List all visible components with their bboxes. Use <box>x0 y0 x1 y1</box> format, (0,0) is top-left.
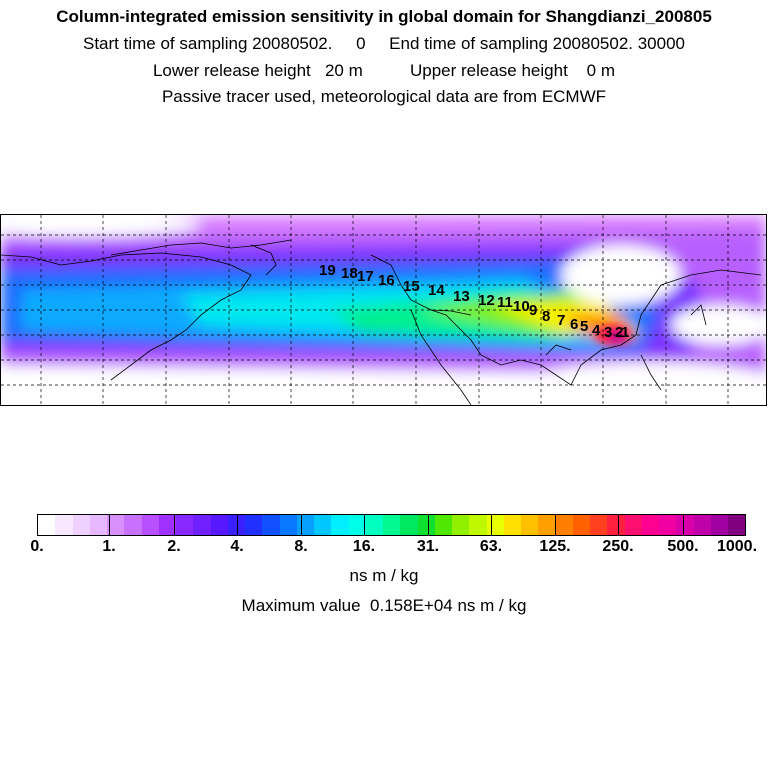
colorbar-cell <box>556 515 573 535</box>
colorbar-cell <box>73 515 90 535</box>
trajectory-label: 5 <box>580 318 589 335</box>
trajectory-label: 19 <box>319 262 336 279</box>
colorbar-tick-label: 125. <box>539 538 571 555</box>
colorbar-separator <box>491 514 492 536</box>
trajectory-label: 17 <box>357 268 374 285</box>
colorbar-tick-label: 4. <box>230 538 244 555</box>
colorbar-cell <box>55 515 72 535</box>
colorbar-tick-label: 16. <box>352 538 376 555</box>
colorbar-cell <box>366 515 383 535</box>
trajectory-label: 12 <box>478 292 495 309</box>
colorbar-tick-label: 2. <box>167 538 181 555</box>
colorbar-cell <box>176 515 193 535</box>
colorbar-cell <box>211 515 228 535</box>
colorbar-cell <box>452 515 469 535</box>
colorbar-separator <box>428 514 429 536</box>
colorbar-cell <box>193 515 210 535</box>
trajectory-label: 16 <box>378 272 395 289</box>
trajectory-label: 18 <box>341 265 358 282</box>
colorbar-separator <box>237 514 238 536</box>
colorbar-cell <box>487 515 504 535</box>
colorbar-cell <box>504 515 521 535</box>
colorbar-cell <box>418 515 435 535</box>
trajectory-label: 8 <box>542 308 551 325</box>
colorbar-separator <box>555 514 556 536</box>
colorbar-cell <box>124 515 141 535</box>
colorbar-tick-label: 0. <box>30 538 44 555</box>
colorbar <box>37 514 746 536</box>
colorbar-tick-label: 8. <box>294 538 308 555</box>
trajectory-label: 13 <box>453 288 470 305</box>
trajectory-label: 4 <box>592 322 601 339</box>
colorbar-cell <box>314 515 331 535</box>
colorbar-tick-label: 63. <box>479 538 503 555</box>
colorbar-separator <box>301 514 302 536</box>
colorbar-cell <box>625 515 642 535</box>
sampling-time-line: Start time of sampling 20080502. 0 End time of sampling 20080502. 30000 <box>83 34 685 53</box>
colorbar-cell <box>262 515 279 535</box>
trajectory-label: 2 <box>615 324 624 341</box>
colorbar-cell <box>607 515 624 535</box>
trajectory-label: 6 <box>570 316 579 333</box>
colorbar-cell <box>142 515 159 535</box>
colorbar-tick-label: 250. <box>602 538 634 555</box>
colorbar-cell <box>711 515 728 535</box>
colorbar-cell <box>573 515 590 535</box>
sensitivity-map <box>0 214 767 406</box>
colorbar-cell <box>383 515 400 535</box>
tracer-info-line: Passive tracer used, meteorological data are from ECMWF <box>161 87 607 106</box>
colorbar-cell <box>694 515 711 535</box>
plot-title: Column-integrated emission sensitivity in global domain for Shangdianzi_200805 <box>56 7 712 26</box>
colorbar-tick-label: 500. <box>667 538 699 555</box>
trajectory-label: 14 <box>428 282 445 299</box>
trajectory-label: 7 <box>557 312 566 329</box>
trajectory-label: 11 <box>497 294 513 311</box>
colorbar-separator <box>174 514 175 536</box>
trajectory-label: 10 <box>513 298 530 315</box>
trajectory-label: 3 <box>604 324 613 341</box>
colorbar-cell <box>90 515 107 535</box>
colorbar-tick-label: 31. <box>416 538 440 555</box>
colorbar-separator <box>618 514 619 536</box>
maximum-value-text: Maximum value 0.158E+04 ns m / kg <box>241 596 527 615</box>
colorbar-units: ns m / kg <box>349 566 419 585</box>
colorbar-cell <box>728 515 745 535</box>
colorbar-cell <box>245 515 262 535</box>
trajectory-label: 9 <box>529 302 538 319</box>
colorbar-tick-label: 1000. <box>716 538 758 555</box>
release-height-line: Lower release height 20 m Upper release height 0 m <box>152 61 616 80</box>
colorbar-tick-label: 1. <box>102 538 116 555</box>
colorbar-cell <box>676 515 693 535</box>
colorbar-cell <box>538 515 555 535</box>
colorbar-separator <box>364 514 365 536</box>
map-canvas <box>1 215 766 405</box>
colorbar-cell <box>38 515 55 535</box>
colorbar-cell <box>521 515 538 535</box>
colorbar-cell <box>659 515 676 535</box>
colorbar-cell <box>642 515 659 535</box>
trajectory-label: 15 <box>403 278 420 295</box>
colorbar-cell <box>331 515 348 535</box>
colorbar-separator <box>683 514 684 536</box>
colorbar-cell <box>469 515 486 535</box>
colorbar-separator <box>109 514 110 536</box>
colorbar-cell <box>280 515 297 535</box>
colorbar-cell <box>590 515 607 535</box>
colorbar-cell <box>297 515 314 535</box>
trajectory-label: 1 <box>621 324 630 341</box>
colorbar-cell <box>435 515 452 535</box>
colorbar-cell <box>400 515 417 535</box>
